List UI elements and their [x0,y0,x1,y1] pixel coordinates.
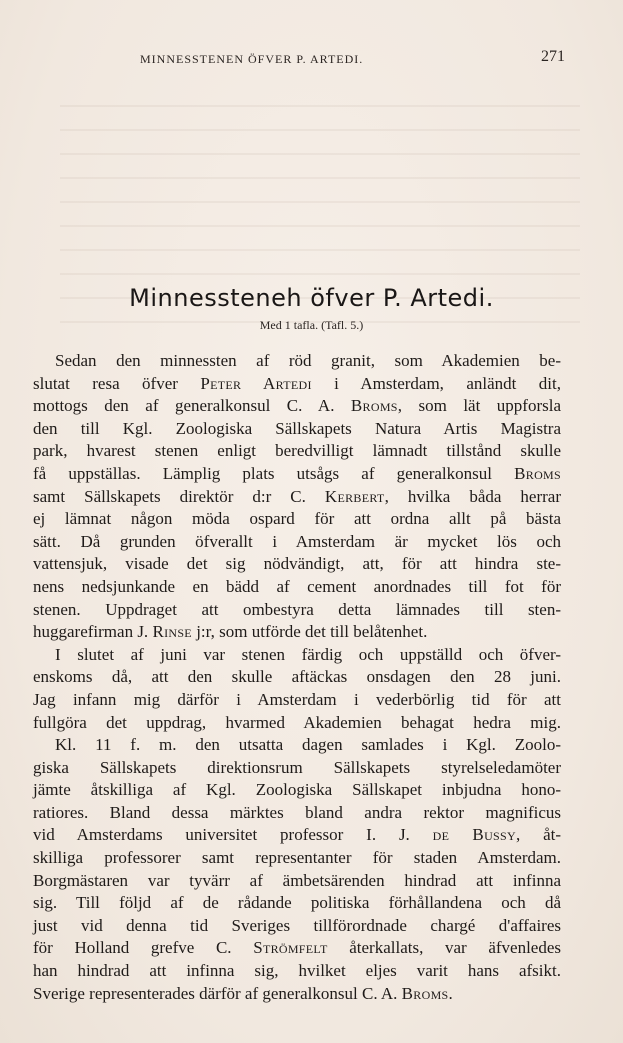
text-line: den till Kgl. Zoologiska Sällskapets Natura Artis Magistra [33,418,561,438]
text-line: ej lämnat någon möda ospard för att ordna allt på bästa [33,509,561,529]
text-line: vid Amsterdams universitet professor I. J. de Bussy, åt- [33,825,561,845]
text-line: sig. Till följd af de rådande politiska förhållandena och då [33,893,561,913]
text-line: giska Sällskapets direktionsrum Sällskapets styrelseledamöter [33,757,561,777]
text-line: slutat resa öfver Peter Artedi i Amsterdam, anländt dit, [33,373,561,393]
text-line: skilliga professorer samt representanter för staden Amsterdam. [33,848,561,868]
text-line: stenen. Uppdraget att ombestyra detta lämnades till sten- [33,599,561,619]
text-line: mottogs den af generalkonsul C. A. Broms, som lät uppforsla [33,396,561,416]
text-line: park, hvarest stenen enligt beredvilligt lämnadt tillstånd skulle [33,441,561,461]
text-line: Kl. 11 f. m. den utsatta dagen samlades i Kgl. Zoolo- [55,735,561,755]
page-number: 271 [541,48,565,65]
text-line: jämte åtskilliga af Kgl. Zoologiska Sällskapet inbjudna hono- [33,780,561,800]
person-name: Kerbert [324,486,385,506]
text-line: enskoms då, att den skulle aftäckas onsdagen den 28 juni. [33,667,561,687]
text-line: vattensjuk, visade det sig nödvändigt, att, för att hindra ste- [33,554,561,574]
person-name: Broms [514,463,561,483]
text-line: sätt. Då grunden öfverallt i Amsterdam är mycket lös och [33,531,561,551]
article-body [33,350,561,1005]
person-name: Strömfelt [253,938,328,958]
text-line: fullgöra det uppdrag, hvarmed Akademien behagat hedra mig. [33,712,561,732]
running-header: MINNESSTENEN ÖFVER P. ARTEDI. [140,52,364,66]
text-line: han hindrad att infinna sig, hvilket eljes varit hans afsikt. [33,961,561,981]
text-line: samt Sällskapets direktör d:r C. Kerbert, hvilka båda herrar [33,486,561,506]
article-subtitle: Med 1 tafla. (Tafl. 5.) [259,318,364,332]
text-line: huggarefirman J. Rinse j:r, som utförde det till belåtenhet. [33,622,428,642]
person-name: Rinse [152,622,192,642]
text-line: Sedan den minnessten af röd granit, som Akademien be- [55,351,561,370]
text-line: ratiores. Bland dessa märktes bland andra rektor magnificus [33,802,561,822]
text-line: just vid denna tid Sveriges tillförordnade chargé d'affaires [33,915,561,935]
text-line: Sverige representerades därför af generalkonsul C. A. Broms. [33,983,453,1003]
text-line: för Holland grefve C. Strömfelt återkallats, var äfvenledes [33,938,562,958]
article-title: Minnessteneh öfver P. Artedi. [129,284,494,312]
text-line: Borgmästaren var tyvärr af ämbetsärenden hindrad att infinna [33,870,561,890]
text-line: Jag infann mig därför i Amsterdam i vederbörlig tid för att [33,689,561,709]
person-name: Broms [401,983,449,1003]
text-line: I slutet af juni var stenen färdig och uppställd och öfver- [55,644,561,664]
text-line: få uppställas. Lämplig plats utsågs af generalkonsul Broms [33,463,561,483]
person-name: de Bussy [432,825,516,845]
person-name: Peter Artedi [200,373,312,393]
text-line: nens nedsjunkande en bädd af cement anordnades till fot för [33,576,561,596]
person-name: Broms [350,396,398,416]
